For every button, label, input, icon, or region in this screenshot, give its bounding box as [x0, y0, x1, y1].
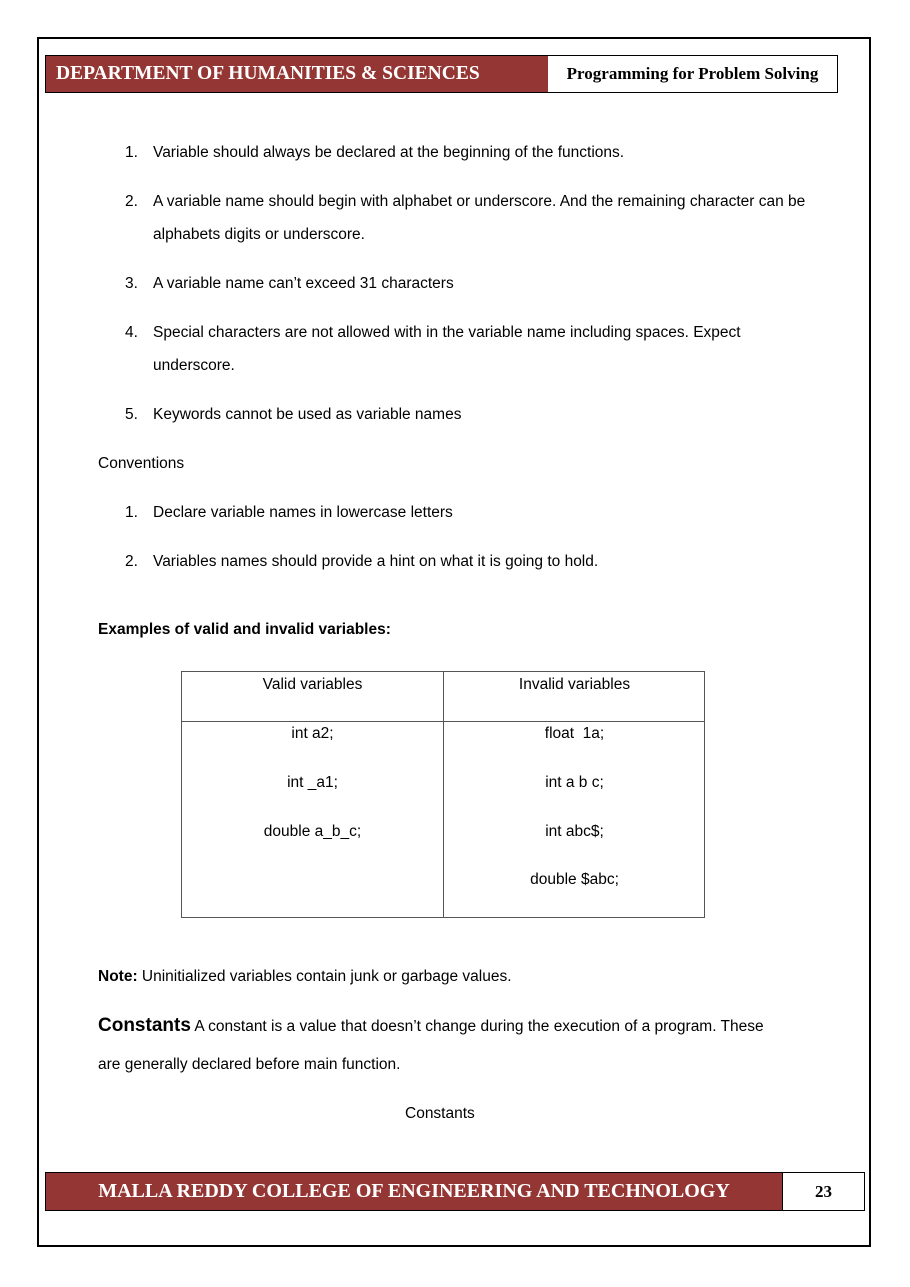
- list-number: 3.: [125, 275, 138, 292]
- list-number: 1.: [125, 144, 138, 161]
- list-number: 2.: [125, 553, 138, 570]
- list-text: Variables names should provide a hint on what it is going to hold.: [153, 553, 599, 570]
- note-paragraph: [98, 968, 512, 986]
- table-header-invalid: Invalid variables: [518, 676, 631, 693]
- table-cell-invalid: int abc$;: [545, 823, 604, 840]
- list-number: 5.: [125, 406, 138, 423]
- list-text: Special characters are not allowed with in the variable name including spaces. Expect underscore.: [153, 324, 741, 374]
- college-name: MALLA REDDY COLLEGE OF ENGINEERING AND TECHNOLOGY: [46, 1173, 782, 1210]
- table-cell-valid: int a2;: [291, 725, 334, 742]
- table-header-valid: Valid variables: [262, 676, 363, 693]
- constants-paragraph: [98, 1015, 764, 1037]
- list-number: 1.: [125, 504, 138, 521]
- constants-text-line2: are generally declared before main function.: [98, 1056, 401, 1073]
- department-title: DEPARTMENT OF HUMANITIES & SCIENCES: [46, 56, 548, 92]
- table-header-divider: [182, 721, 704, 722]
- note-text: Uninitialized variables contain junk or garbage values.: [137, 968, 512, 985]
- table-cell-valid: int _a1;: [287, 774, 338, 791]
- conventions-label: Conventions: [98, 455, 185, 472]
- list-text: Variable should always be declared at the beginning of the functions.: [153, 144, 625, 161]
- page-footer: [45, 1172, 865, 1211]
- page-number: 23: [782, 1173, 864, 1210]
- constants-heading: Constants: [98, 1015, 191, 1036]
- list-text: Declare variable names in lowercase letters: [153, 504, 453, 521]
- list-text: A variable name should begin with alphabet or underscore. And the remaining character can be alphabets digits or underscore.: [153, 193, 806, 243]
- constants-caption: Constants: [405, 1105, 475, 1122]
- list-number: 2.: [125, 193, 138, 210]
- note-label: Note:: [98, 968, 138, 985]
- table-cell-invalid: int a b c;: [545, 774, 604, 791]
- page-header: [45, 55, 838, 93]
- variables-table: [181, 671, 705, 918]
- table-cell-invalid: double $abc;: [530, 871, 619, 888]
- course-title: Programming for Problem Solving: [566, 64, 819, 83]
- list-text: Keywords cannot be used as variable names: [153, 406, 462, 423]
- table-cell-invalid: float 1a;: [544, 725, 605, 742]
- list-number: 4.: [125, 324, 138, 341]
- examples-heading: Examples of valid and invalid variables:: [98, 621, 391, 638]
- list-text: A variable name can’t exceed 31 characters: [153, 275, 454, 292]
- constants-text-line1: A constant is a value that doesn’t change during the execution of a program. These: [190, 1018, 764, 1035]
- table-cell-valid: double a_b_c;: [263, 823, 362, 840]
